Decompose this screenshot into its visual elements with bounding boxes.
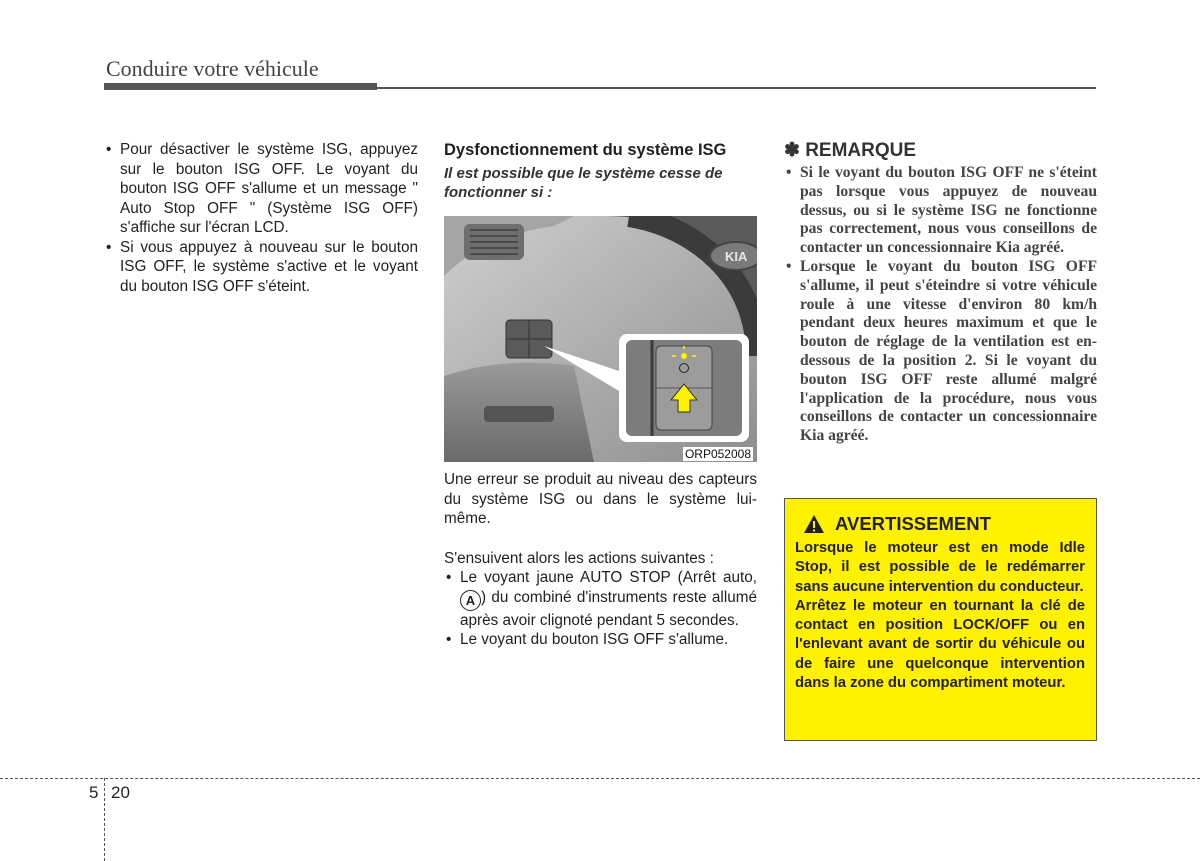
list-item: • Le voyant du bouton ISG OFF s'allume. — [444, 630, 757, 650]
section-heading: Dysfonctionnement du système ISG — [444, 141, 727, 159]
page-title: Conduire votre véhicule — [106, 56, 319, 81]
header-rule — [377, 87, 1096, 89]
footer-rule — [0, 778, 1200, 779]
warning-title-text: AVERTISSEMENT — [835, 513, 991, 534]
column-middle — [444, 140, 757, 650]
bullet-list — [444, 568, 757, 650]
list-item: • Si le voyant du bouton ISG OFF ne s'éteint pas lorsque vous appuyez de nouveau dessus, ou si le système ISG ne fonctionne pas correctement, nous vous conseillons de contacter un concessionnaire Kia agréé. — [784, 164, 1097, 258]
section-number: 5 — [89, 783, 99, 802]
list-item-text: Le voyant jaune AUTO STOP (Arrêt auto, — [460, 569, 757, 586]
dashboard-illustration — [444, 216, 757, 462]
auto-stop-icon: A — [460, 590, 481, 611]
figure-caption: ORP052008 — [684, 447, 751, 461]
list-item-text: ) du combiné d'instruments reste allumé après avoir clignoté pendant 5 secondes. — [460, 588, 757, 629]
warning-text: Lorsque le moteur est en mode Idle Stop, il est possible de le redémarrer sans aucune intervention du conducteur. — [795, 540, 1085, 595]
dashboard-figure — [444, 216, 757, 462]
list-item: • Pour désactiver le système ISG, appuyez sur le bouton ISG OFF. Le voyant du bouton ISG OFF s'allume et un message " Auto Stop OFF " (Système ISG OFF) s'affiche sur l'écran LCD. — [104, 140, 418, 238]
warning-icon — [803, 514, 825, 534]
section-subheading: Il est possible que le système cesse de fonctionner si : — [444, 165, 723, 201]
remark-title: ✽ REMARQUE — [784, 140, 917, 161]
list-item: • Si vous appuyez à nouveau sur le bouton ISG OFF, le système s'active et le voyant du bouton ISG OFF s'éteint. — [104, 238, 418, 297]
column-right — [784, 140, 1097, 446]
warning-title — [795, 513, 1085, 535]
list-item — [444, 568, 757, 630]
page-number: 20 — [111, 783, 130, 802]
list-item: • Lorsque le voyant du bouton ISG OFF s'allume, il peut s'éteindre si votre véhicule roule à une vitesse d'environ 80 km/h pendant deux heures maximum et que le bouton de réglage de la ventilation est en-dessous de la position 2. Si le voyant du bouton ISG OFF reste allumé malgré l'application de la procédure, nous vous conseillons de contacter un concessionnaire Kia agréé. — [784, 258, 1097, 446]
svg-text:KIA: KIA — [725, 249, 748, 264]
warning-text: Arrêtez le moteur en tournant la clé de contact en position LOCK/OFF ou en l'enlevant avant de sortir du véhicule ou de faire une quelconque intervention dans la zone du compartiment moteur. — [795, 597, 1085, 692]
paragraph: S'ensuivent alors les actions suivantes : — [444, 549, 714, 567]
column-left — [104, 140, 418, 296]
bullet-list — [104, 140, 418, 296]
remark-list — [784, 164, 1097, 446]
paragraph: Une erreur se produit au niveau des capteurs du système ISG ou dans le système lui-même. — [444, 471, 757, 527]
footer-divider — [104, 778, 105, 861]
header-bar — [104, 83, 377, 90]
warning-box — [784, 498, 1097, 741]
